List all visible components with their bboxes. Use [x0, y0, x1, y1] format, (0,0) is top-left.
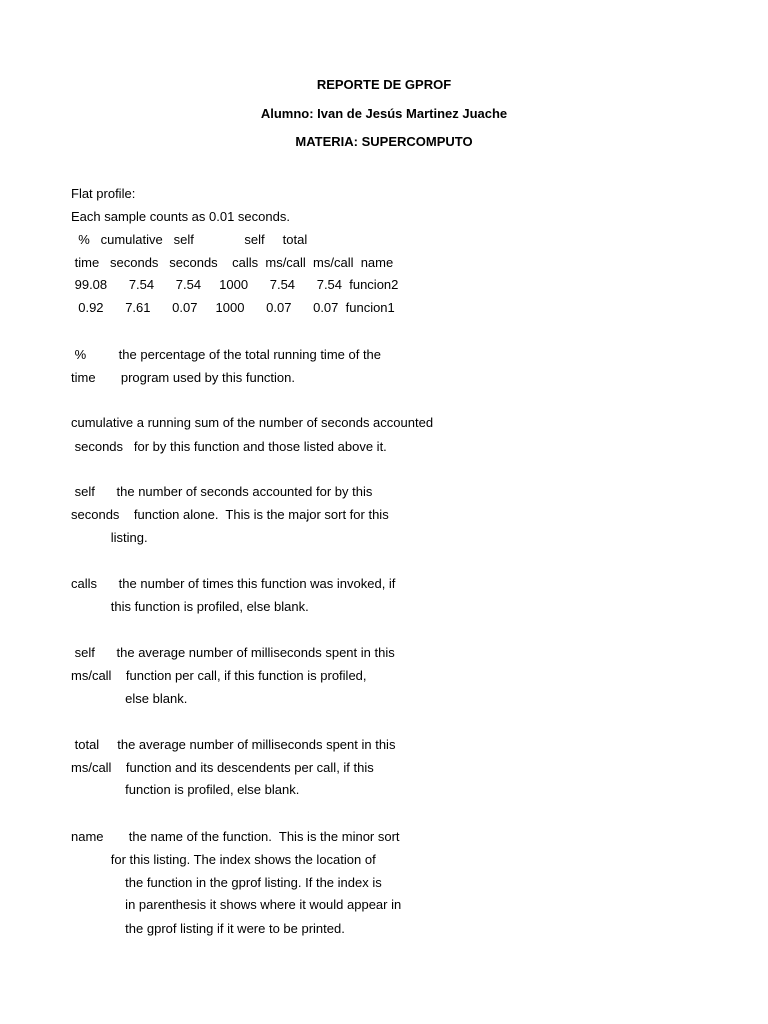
definition-line: function is profiled, else blank.	[71, 782, 300, 797]
definition-line: seconds for by this function and those listed above it.	[71, 439, 387, 454]
definition-line: time program used by this function.	[71, 370, 295, 385]
definition-line: cumulative a running sum of the number of seconds accounted	[71, 415, 434, 430]
column-header: time seconds seconds calls ms/call ms/call name	[71, 255, 394, 270]
definition-line: calls the number of times this function was invoked, if	[71, 576, 396, 591]
definition-line: name the name of the function. This is the minor sort	[71, 829, 400, 844]
profile-row: 0.92 7.61 0.07 1000 0.07 0.07 funcion1	[71, 300, 395, 315]
definition-line: listing.	[71, 530, 148, 545]
definition-line: ms/call function per call, if this function is profiled,	[71, 668, 367, 683]
sample-note: Each sample counts as 0.01 seconds.	[71, 209, 290, 224]
definition-line: for this listing. The index shows the location of	[71, 852, 376, 867]
definition-line: total the average number of milliseconds spent in this	[71, 737, 396, 752]
definition-line: ms/call function and its descendents per call, if this	[71, 760, 374, 775]
subject-name: MATERIA: SUPERCOMPUTO	[295, 134, 473, 149]
definition-line: % the percentage of the total running time of the	[71, 347, 382, 362]
definition-line: the gprof listing if it were to be printed.	[71, 921, 345, 936]
flat-profile-heading: Flat profile:	[71, 186, 136, 201]
profile-row: 99.08 7.54 7.54 1000 7.54 7.54 funcion2	[71, 277, 399, 292]
definition-line: the function in the gprof listing. If the index is	[71, 875, 382, 890]
column-header: % cumulative self self total	[71, 232, 308, 247]
definition-line: in parenthesis it shows where it would appear in	[71, 897, 402, 912]
report-title: REPORTE DE GPROF	[316, 77, 452, 92]
definition-line: seconds function alone. This is the major sort for this	[71, 507, 389, 522]
definition-line: else blank.	[71, 691, 188, 706]
definition-line: self the number of seconds accounted for by this	[71, 484, 373, 499]
definition-line: this function is profiled, else blank.	[71, 599, 309, 614]
student-name: Alumno: Ivan de Jesús Martinez Juache	[260, 106, 508, 121]
definition-line: self the average number of milliseconds spent in this	[71, 645, 395, 660]
